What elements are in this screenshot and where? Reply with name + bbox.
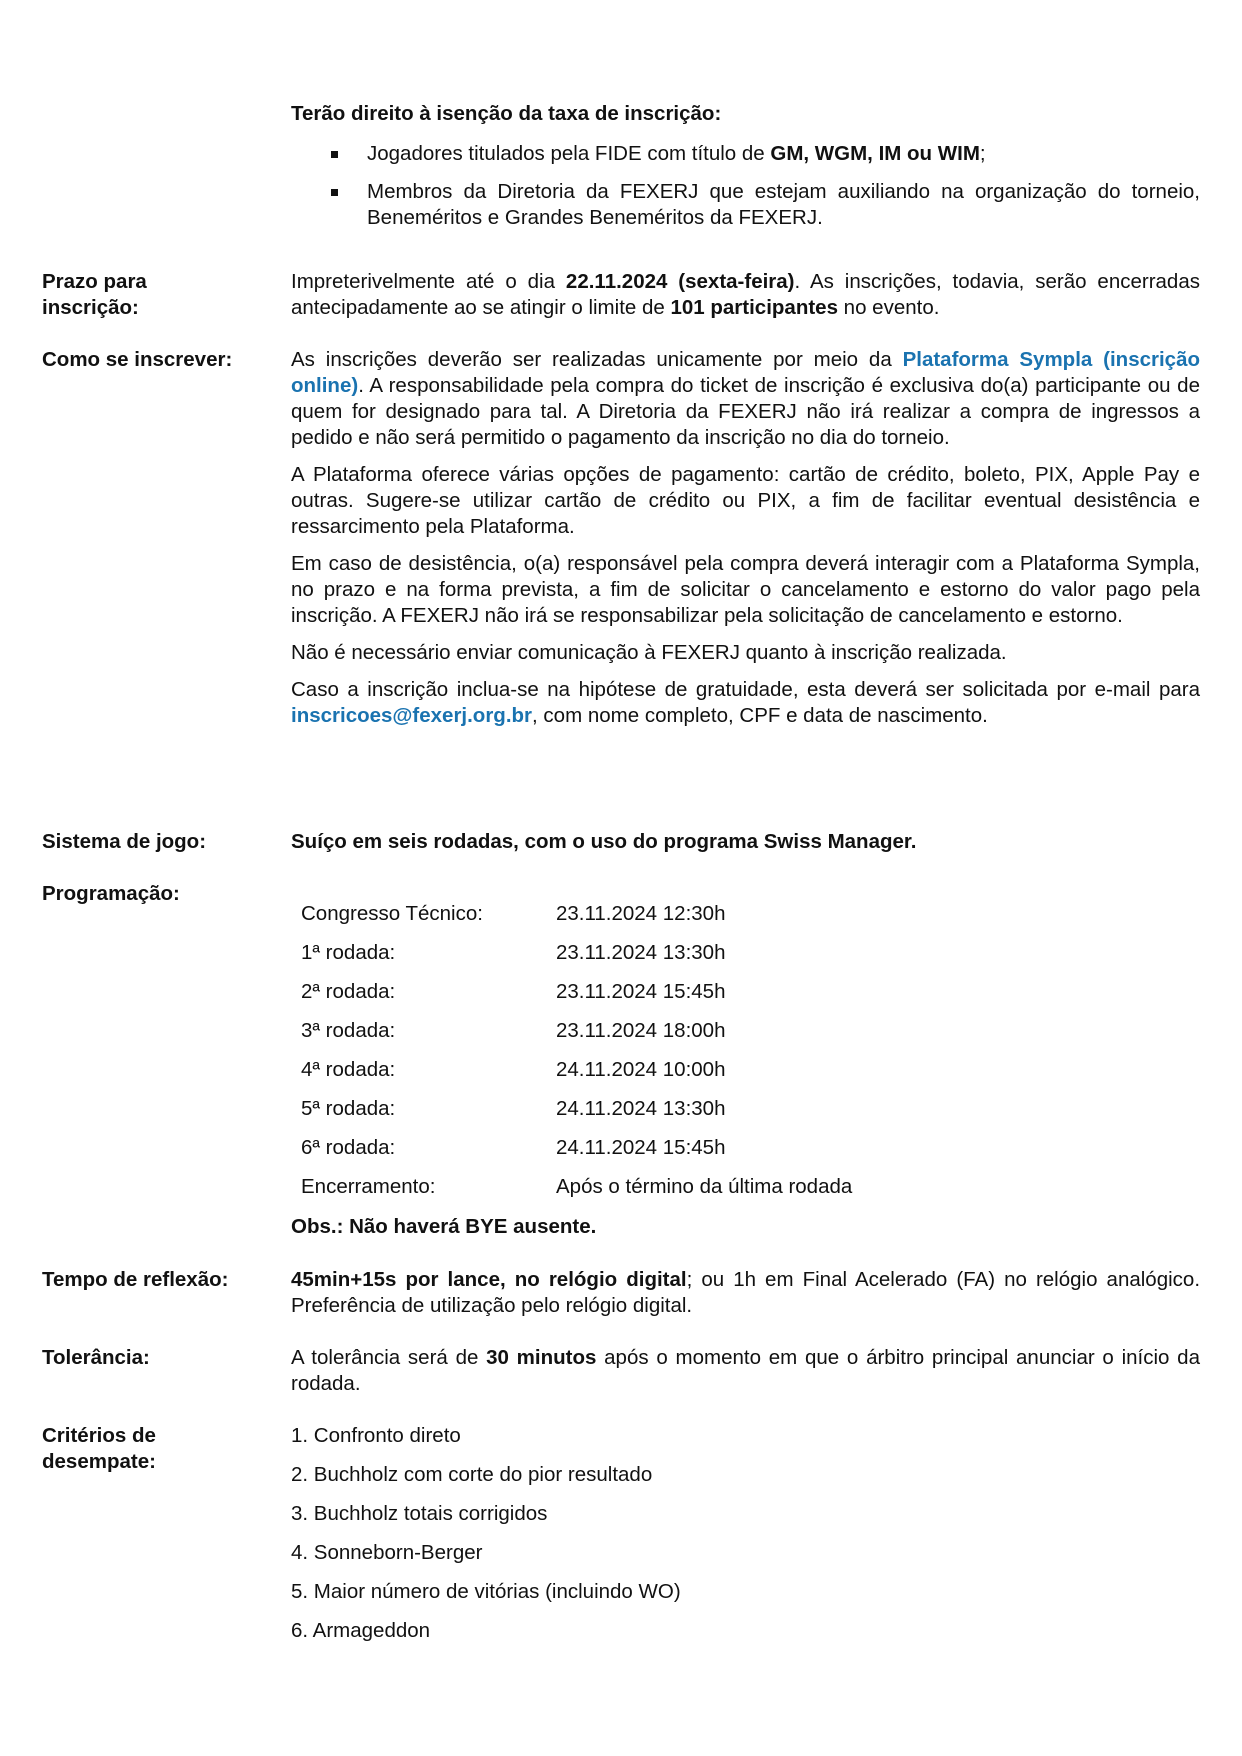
prazo-label-line2: inscrição: [42,296,139,319]
programacao-content [291,894,1200,1251]
como-p1-b: . A responsabilidade pela compra do ticket de inscrição é exclusiva do(a) participante ou de quem for designado para tal. A Diretoria da FEXERJ não irá realizar a compra de ingressos a pedido e não será permitido o pagamento da inscrição no dia do torneio. [291,374,1200,449]
tempo-bold: 45min+15s por lance, no relógio digital [291,1268,687,1291]
como-label: Como se inscrever: [42,348,233,371]
programacao-label: Programação: [42,882,180,905]
criterios-list [291,1423,1200,1657]
criterios-label-line2: desempate: [42,1450,156,1473]
isencao-list [291,141,1200,231]
schedule-event: 1ª rodada: [301,940,396,964]
programacao-obs: Obs.: Não haverá BYE ausente. [291,1215,597,1238]
como-p2: A Plataforma oferece várias opções de pagamento: cartão de crédito, boleto, PIX, Apple Pay e outras. Sugere-se utilizar cartão de crédito ou PIX, a fim de facilitar eventual desistência e ressarcimento pela Plataforma. [291,463,1200,538]
schedule-table [301,894,852,1206]
schedule-time: 23.11.2024 13:30h [556,940,726,964]
schedule-time: 24.11.2024 15:45h [556,1135,726,1159]
como-p4: Não é necessário enviar comunicação à FEXERJ quanto à inscrição realizada. [291,641,1007,664]
table-row [301,1167,852,1206]
tempo-content [291,1267,1200,1330]
schedule-event: Encerramento: [301,1174,436,1198]
list-item: 2. Buchholz com corte do pior resultado [291,1463,653,1486]
bullet-square-icon [331,151,338,158]
list-item: 4. Sonneborn-Berger [291,1541,483,1564]
prazo-limit: 101 participantes [670,296,838,319]
prazo-t3: . As inscrições, todavia, serão encerradas antecipadamente ao se atingir o limite de [291,270,1200,319]
sympla-link[interactable]: Plataforma Sympla (inscrição online) [291,348,1200,397]
bullet-square-icon [331,189,338,196]
prazo-t5: no evento. [837,296,940,319]
prazo-content [291,269,1200,332]
schedule-time: 23.11.2024 15:45h [556,979,726,1003]
isencao-content [291,101,1200,243]
table-row [301,894,852,933]
isencao-b1-text: Jogadores titulados pela FIDE com título de [367,142,771,165]
isencao-heading: Terão direito à isenção da taxa de inscrição: [291,102,722,125]
schedule-event: 5ª rodada: [301,1096,396,1120]
como-p5-a: Caso a inscrição inclua-se na hipótese de gratuidade, esta deverá ser solicitada por e-mail para [291,678,1200,701]
como-p1-a: As inscrições deverão ser realizadas unicamente por meio da [291,348,903,371]
list-item: 3. Buchholz totais corrigidos [291,1502,548,1525]
schedule-event: 3ª rodada: [301,1018,396,1042]
prazo-label [42,269,272,321]
como-content [291,347,1200,740]
table-row [301,972,852,1011]
table-row [301,933,852,972]
table-row [301,1128,852,1167]
schedule-time: 23.11.2024 12:30h [556,901,726,925]
como-p3: Em caso de desistência, o(a) responsável pela compra deverá interagir com a Plataforma Sympla, no prazo e na forma prevista, a fim de solicitar o cancelamento e estorno do valor pago pela inscrição. A FEXERJ não irá se responsabilizar pela solicitação de cancelamento e estorno. [291,552,1200,627]
schedule-time: 24.11.2024 13:30h [556,1096,726,1120]
list-item: 6. Armageddon [291,1619,431,1642]
como-p5-b: , com nome completo, CPF e data de nascimento. [532,704,988,727]
tolerancia-t3: após o momento em que o árbitro principal anunciar o início da rodada. [291,1346,1200,1395]
tempo-label: Tempo de reflexão: [42,1268,229,1291]
schedule-event: 2ª rodada: [301,979,396,1003]
tempo-rest: ; ou 1h em Final Acelerado (FA) no relógio analógico. Preferência de utilização pelo relógio digital. [291,1268,1201,1317]
isencao-b1-end: ; [979,142,986,165]
tolerancia-t1: A tolerância será de [291,1346,487,1369]
schedule-time: Após o término da última rodada [556,1174,853,1198]
list-item: 5. Maior número de vitórias (incluindo WO) [291,1580,681,1603]
table-row [301,1011,852,1050]
email-link[interactable]: inscricoes@fexerj.org.br [291,704,533,727]
schedule-event: 4ª rodada: [301,1057,396,1081]
tempo-text [291,1267,1200,1319]
isencao-b2-text: Membros da Diretoria da FEXERJ que estejam auxiliando na organização do torneio, Beneméritos e Grandes Beneméritos da FEXERJ. [367,180,1200,229]
sistema-text: Suíço em seis rodadas, com o uso do programa Swiss Manager. [291,830,917,853]
list-item [291,179,1200,231]
prazo-t1: Impreterivelmente até o dia [291,270,566,293]
sistema-label: Sistema de jogo: [42,830,207,853]
tolerancia-minutes: 30 minutos [486,1346,597,1369]
criterios-label [42,1423,272,1475]
isencao-b1-titles: GM, WGM, IM ou WIM [770,142,980,165]
schedule-time: 23.11.2024 18:00h [556,1018,726,1042]
schedule-event: 6ª rodada: [301,1135,396,1159]
tolerancia-content [291,1345,1200,1408]
tolerancia-text [291,1345,1200,1397]
prazo-text [291,269,1200,321]
schedule-time: 24.11.2024 10:00h [556,1057,726,1081]
table-row [301,1089,852,1128]
prazo-date: 22.11.2024 (sexta-feira) [565,270,795,293]
criterios-label-line1: Critérios de [42,1424,156,1447]
tolerancia-label: Tolerância: [42,1346,150,1369]
list-item [291,141,1200,167]
como-p5 [291,677,1200,729]
schedule-event: Congresso Técnico: [301,901,483,925]
como-p1 [291,347,1200,451]
list-item: 1. Confronto direto [291,1424,461,1447]
table-row [301,1050,852,1089]
prazo-label-line1: Prazo para [42,270,147,293]
